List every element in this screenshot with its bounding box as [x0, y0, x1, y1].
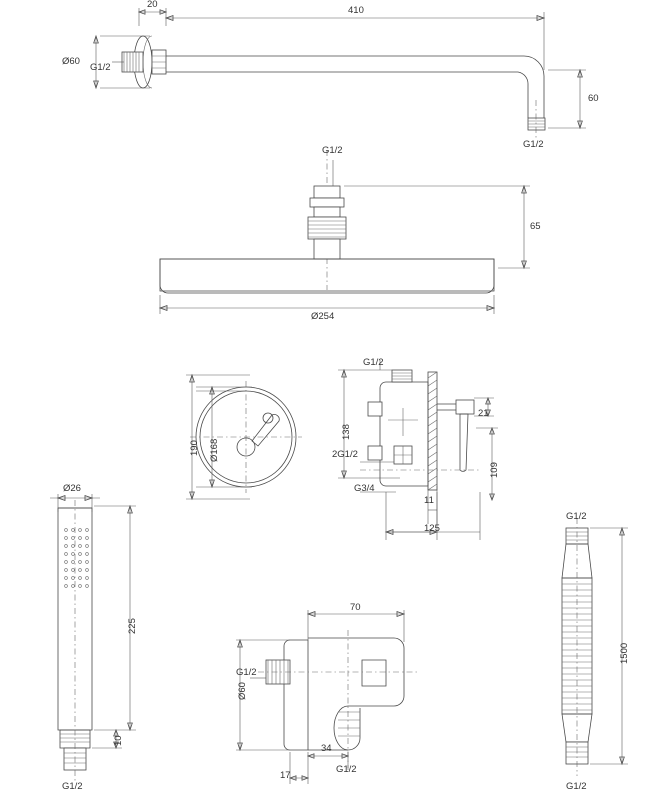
dim-lever-depth: 21: [478, 408, 489, 419]
dim-arm-length: 410: [348, 5, 364, 16]
label-head-thread: G1/2: [322, 145, 343, 156]
dim-handset-base: 10: [113, 735, 124, 746]
dim-body-small-depth: 11: [424, 495, 434, 506]
dim-body-height: 138: [341, 424, 352, 440]
label-arm-outlet-thread: G1/2: [523, 139, 544, 150]
dim-plate-dia: Ø168: [209, 438, 220, 462]
dim-arm-drop: 60: [588, 93, 599, 104]
label-hose-thread-bottom: G1/2: [566, 781, 587, 792]
label-body-top-thread: G1/2: [363, 357, 384, 368]
dim-outlet-offset: 34: [321, 743, 332, 754]
dim-head-dia: Ø254: [311, 311, 335, 322]
dim-wall-flange-dia: Ø60: [62, 56, 80, 67]
label-handset-thread: G1/2: [62, 781, 83, 792]
dim-arm-offset: 20: [147, 0, 158, 10]
dim-outlet-flange-dia: Ø60: [237, 682, 248, 700]
label-outlet-thread-in: G1/2: [236, 667, 257, 678]
label-outlet-pair-thread: 2G1/2: [332, 449, 358, 460]
label-hose-thread-top: G1/2: [566, 511, 587, 522]
label-body-lower-thread: G3/4: [354, 483, 375, 494]
dim-head-height: 65: [530, 221, 541, 232]
dim-body-total-depth: 125: [424, 523, 440, 534]
dim-handset-dia: Ø26: [63, 483, 81, 494]
dim-body-depth-side: 109: [489, 462, 500, 478]
dim-plate-height: 190: [189, 440, 200, 456]
dim-handset-length: 225: [127, 618, 138, 634]
dim-outlet-length: 70: [350, 602, 361, 613]
label-arm-inlet-thread: G1/2: [90, 62, 111, 73]
label-outlet-thread-out: G1/2: [336, 764, 357, 775]
dim-outlet-base-depth: 17: [280, 770, 291, 781]
dim-hose-length: 1500: [619, 642, 630, 664]
